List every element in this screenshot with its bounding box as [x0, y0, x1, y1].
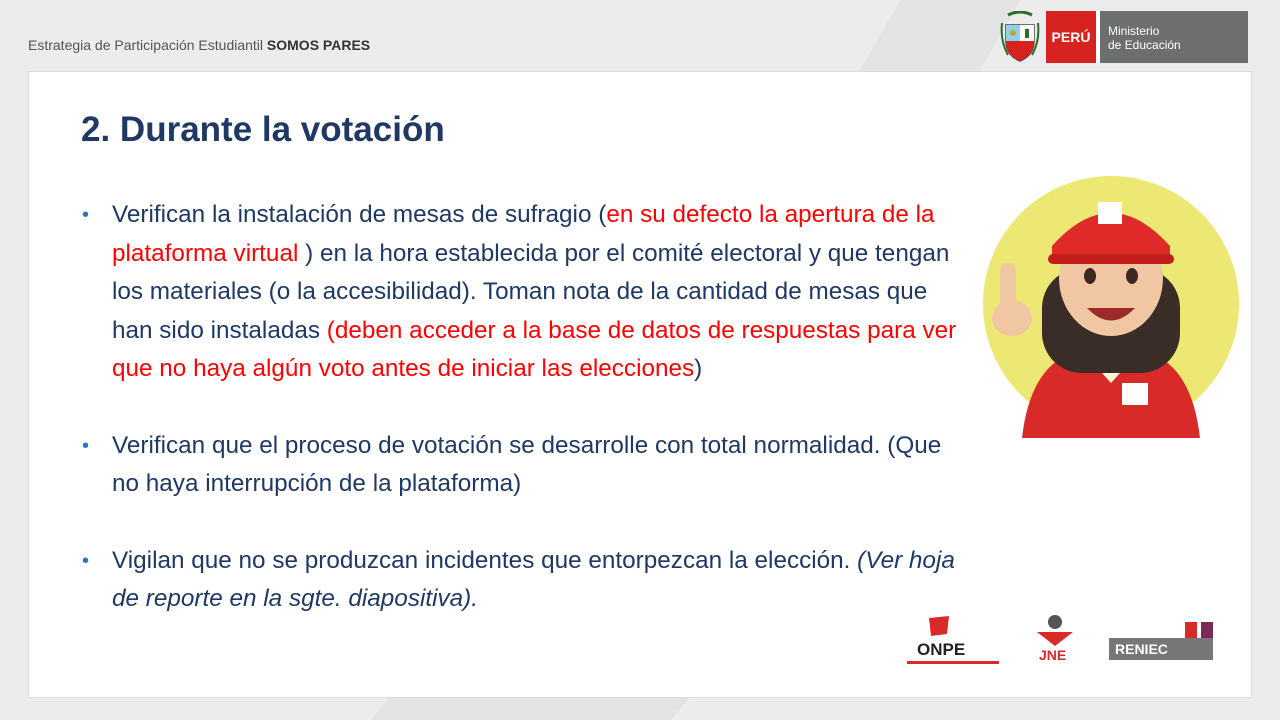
- bullet-1-red-a: en su defecto la apertura de la plataforma virtual: [112, 201, 935, 267]
- onpe-label: ONPE: [917, 640, 966, 659]
- bullet-dot-icon: •: [82, 204, 90, 226]
- header-strategy-text: [28, 37, 370, 53]
- bullet-item-2: [82, 427, 962, 504]
- background-shape-top: [860, 0, 1021, 71]
- bullet-2-text: Verifican que el proceso de votación se desarrolle con total normalidad. (Que no haya interrupción de la plataforma): [112, 431, 942, 497]
- bullet-dot-icon: •: [82, 434, 90, 457]
- header-prefix: Estrategia de Participación Estudiantil: [28, 37, 264, 53]
- header-brand: SOMOS PARES: [266, 37, 371, 53]
- ministry-line-2: de Educación: [1108, 38, 1181, 52]
- bullet-3-text: Vigilan que no se produzcan incidentes que entorpezcan la elección.: [112, 546, 858, 574]
- student-avatar-icon: [982, 168, 1240, 440]
- bullet-1-text-c: ): [694, 355, 703, 382]
- bullet-3-italic: (Ver hoja de reporte en la sgte. diapositiva).: [112, 546, 955, 612]
- jne-logo-icon: [1037, 615, 1073, 663]
- ministry-line-1: Ministerio: [1108, 24, 1160, 38]
- electoral-logos: [905, 612, 1220, 670]
- bullet-dot-icon: •: [82, 549, 90, 572]
- bullet-1-red-b: (deben acceder a la base de datos de respuestas para ver que no haya algún voto antes de iniciar las elecciones: [112, 316, 957, 382]
- jne-label: JNE: [1039, 647, 1067, 663]
- background-shape-bottom: [371, 698, 689, 720]
- onpe-logo-icon: [907, 616, 999, 664]
- bullet-item-3: [82, 542, 962, 619]
- bullet-1-text-b: ) en la hora establecida por el comité electoral y que tengan los materiales (o la accesibilidad). Toman nota de la cantidad de mesas que han sido instaladas: [112, 239, 950, 344]
- bullet-1-text-a: Verifican la instalación de mesas de sufragio (: [112, 201, 607, 228]
- peru-label: PERÚ: [1046, 11, 1100, 63]
- ministry-label: [1100, 11, 1248, 63]
- bullet-list: [82, 196, 962, 657]
- reniec-logo-icon: [1109, 622, 1213, 660]
- peru-coat-of-arms-icon: [1000, 11, 1040, 63]
- bullet-item-1: [82, 196, 962, 389]
- minedu-logo: [1000, 11, 1248, 63]
- reniec-label: RENIEC: [1115, 641, 1168, 657]
- slide-title: 2. Durante la votación: [81, 110, 445, 149]
